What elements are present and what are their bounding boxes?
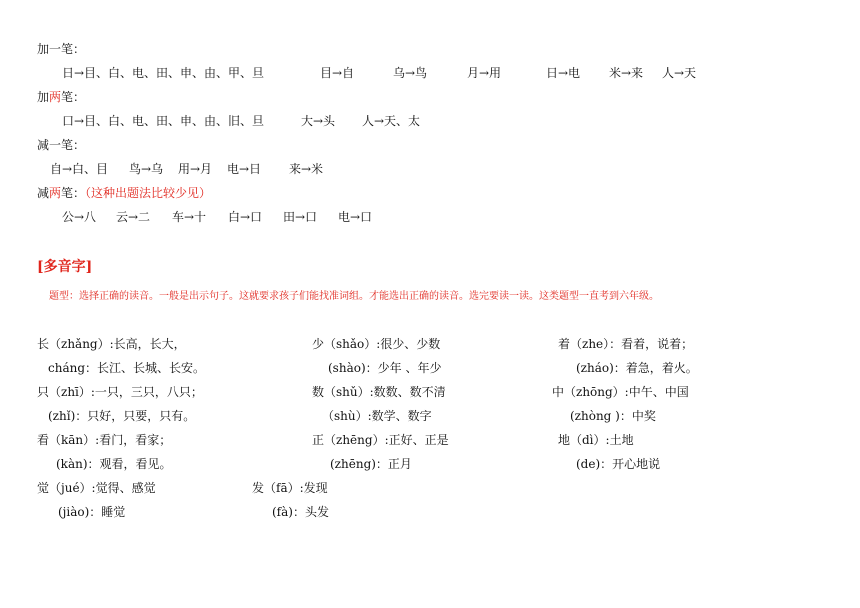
heading-highlight: 两 xyxy=(49,186,62,200)
list-item: 米→来 xyxy=(609,66,644,80)
question-tip: 题型：选择正确的读音。一般是出示句子。这就要求孩子们能找准词组。才能选出正确的读音。选完要读一读。这类题型一直考到六年级。 xyxy=(49,291,659,302)
list-item: 电→口 xyxy=(338,210,373,224)
polyphone-entry: (jiào)：睡觉 xyxy=(58,505,126,519)
list-item: 田→口 xyxy=(283,210,318,224)
heading-suffix: 笔： xyxy=(61,90,86,104)
polyphone-entry: (shào)：少年 、年少 xyxy=(328,361,442,375)
list-item: 人→天、太 xyxy=(362,114,421,128)
polyphone-entry: 觉（jué）:觉得、感觉 xyxy=(37,481,156,495)
list-item: 月→用 xyxy=(467,66,502,80)
polyphone-entry: 数（shǔ）:数数、数不清 xyxy=(312,385,446,399)
list-item: 人→天 xyxy=(662,66,697,80)
list-item: 云→二 xyxy=(116,210,151,224)
heading-note: （这种出题法比较少见） xyxy=(85,186,212,200)
list-item: 日→电 xyxy=(546,66,581,80)
heading-prefix: 加 xyxy=(37,90,50,104)
heading-minus-one: 减一笔： xyxy=(37,138,86,152)
polyphone-entry: cháng：长江、长城、长安。 xyxy=(48,361,206,375)
polyphone-entry: 发（fā）:发现 xyxy=(252,481,328,495)
heading-add-two xyxy=(37,89,85,105)
polyphone-entry: (zháo)：着急，着火。 xyxy=(576,361,698,375)
polyphone-entry: 只（zhī）:一只，三只，八只； xyxy=(37,385,203,399)
list-item: 电→日 xyxy=(227,162,262,176)
list-item: 来→米 xyxy=(289,162,324,176)
polyphone-entry: (fà)：头发 xyxy=(272,505,329,519)
polyphone-entry: (zhēng)：正月 xyxy=(330,457,412,471)
polyphone-entry: (zhǐ)：只好，只要，只有。 xyxy=(48,409,196,423)
add-one-row xyxy=(62,65,264,81)
heading-add-one: 加一笔： xyxy=(37,42,86,56)
list-item: 大→头 xyxy=(301,114,336,128)
list-item: 车→十 xyxy=(172,210,207,224)
polyphone-entry: （shù）:数学、数字 xyxy=(322,409,432,423)
polyphone-entry: 地（dì）:土地 xyxy=(558,433,634,447)
heading-prefix: 减 xyxy=(37,186,50,200)
polyphone-entry: (kàn)：观看，看见。 xyxy=(56,457,172,471)
section-title: [多音字] xyxy=(37,259,93,275)
polyphone-entry: 少（shǎo）:很少、少数 xyxy=(312,337,441,351)
list-item: 目→自 xyxy=(320,66,355,80)
list-item: 白→口 xyxy=(228,210,263,224)
list-item: 用→月 xyxy=(178,162,213,176)
list-item: 公→八 xyxy=(62,210,97,224)
list-item: 鸟→乌 xyxy=(129,162,164,176)
list-item: 口→目、白、电、田、申、由、旧、旦 xyxy=(62,114,265,128)
polyphone-entry: 看（kān）:看门，看家； xyxy=(37,433,172,447)
list-item: 自→白、目 xyxy=(50,162,109,176)
list-item: 日→目、白、电、田、申、由、甲、旦 xyxy=(62,66,265,80)
polyphone-entry: 中（zhōng）:中午、中国 xyxy=(552,385,689,399)
list-item: 乌→鸟 xyxy=(393,66,428,80)
polyphone-entry: 长（zhǎng）:长高，长大， xyxy=(37,337,186,351)
polyphone-entry: 正（zhēng）:正好、正是 xyxy=(312,433,449,447)
heading-suffix: 笔： xyxy=(61,186,86,200)
polyphone-entry: 着（zhe）：看着，说着； xyxy=(558,337,694,351)
polyphone-entry: (de)：开心地说 xyxy=(576,457,661,471)
heading-minus-two xyxy=(37,185,211,201)
heading-highlight: 两 xyxy=(49,90,62,104)
polyphone-entry: (zhòng )：中奖 xyxy=(570,409,656,423)
